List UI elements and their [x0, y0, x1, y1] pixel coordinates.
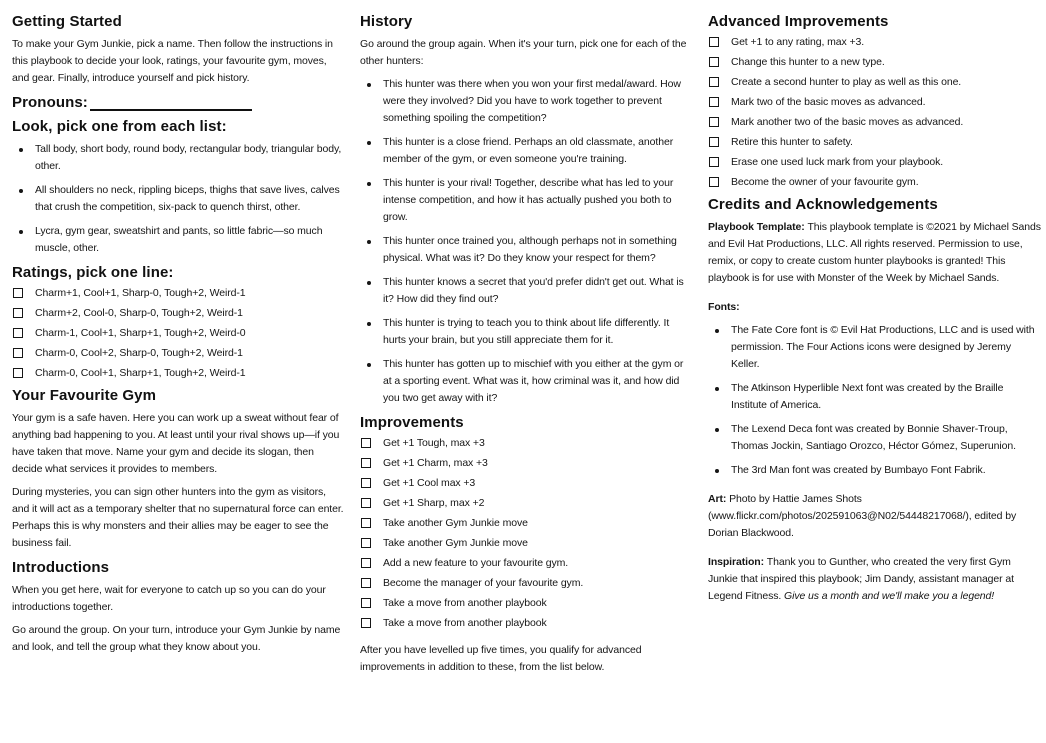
paragraph [12, 484, 345, 552]
section-heading: Ratings, pick one line: [12, 264, 174, 281]
checklist [708, 36, 1041, 189]
paragraph [360, 642, 693, 676]
bullet-item: This hunter once trained you, although perhaps not in something physical. What was it? Do they know your respect for them? [360, 233, 693, 267]
text-run: Go around the group. On your turn, introduce your Gym Junkie by name and look, and tell the group what they know about you. [12, 624, 341, 653]
checklist-item [708, 116, 1041, 129]
checklist-item-label: Get +1 Charm, max +3 [383, 457, 488, 469]
text-run: To make your Gym Junkie, pick a name. Then follow the instructions in this playbook to decide your look, ratings, your favourite gym, moves, and gear. Finally, introduce yourself and pick history. [12, 38, 333, 84]
paragraph [708, 219, 1041, 287]
checklist-item-label: Erase one used luck mark from your playbook. [731, 156, 944, 168]
checklist-item [708, 176, 1041, 189]
bullet-item: The Atkinson Hyperlible Next font was created by the Braille Institute of America. [708, 380, 1041, 414]
bold-label: Playbook Template: [708, 221, 808, 233]
checkbox-icon [13, 288, 23, 298]
checklist-item [360, 437, 693, 450]
checkbox-icon [709, 137, 719, 147]
checklist-item [12, 367, 345, 380]
paragraph [708, 299, 1041, 316]
checkbox-icon [13, 348, 23, 358]
checkbox-icon [13, 368, 23, 378]
paragraph [12, 410, 345, 478]
text-run: After you have levelled up five times, you qualify for advanced improvements in addition to these, from the list below. [360, 644, 642, 673]
checkbox-icon [709, 37, 719, 47]
column-middle [360, 12, 693, 743]
checklist-item [360, 617, 693, 630]
bullet-list [12, 141, 345, 257]
section-heading: Your Favourite Gym [12, 387, 157, 404]
checkbox-icon [13, 328, 23, 338]
checkbox-icon [709, 57, 719, 67]
bullet-item: This hunter is your rival! Together, describe what has led to your intense competition, and how it has actually pushed you both to grow. [360, 175, 693, 226]
paragraph [360, 36, 693, 70]
checklist-item [708, 96, 1041, 109]
bullet-item: This hunter was there when you won your first medal/award. How were they involved? Did you have to work together to prevent something spoiling the competition? [360, 76, 693, 127]
italic-text: Give us a month and we'll make you a legend! [784, 590, 995, 602]
bullet-item: The Fate Core font is © Evil Hat Productions, LLC and is used with permission. The Four Actions icons were designed by Jeremy Keller. [708, 322, 1041, 373]
section-heading: History [360, 13, 413, 30]
checklist-item-label: Get +1 Tough, max +3 [383, 437, 485, 449]
checklist-item [360, 457, 693, 470]
section-heading: Getting Started [12, 13, 122, 30]
section-heading: Advanced Improvements [708, 13, 889, 30]
checklist-item [708, 156, 1041, 169]
checklist-item [360, 537, 693, 550]
checklist-item-label: Mark two of the basic moves as advanced. [731, 96, 926, 108]
checklist-item-label: Retire this hunter to safety. [731, 136, 853, 148]
checkbox-icon [361, 438, 371, 448]
checkbox-icon [361, 538, 371, 548]
checklist-item [12, 327, 345, 340]
bullet-item: This hunter is trying to teach you to think about life differently. It hurts your brain, but you still appreciate them for it. [360, 315, 693, 349]
checklist-item [708, 136, 1041, 149]
checklist-item-label: Become the owner of your favourite gym. [731, 176, 919, 188]
checklist-item-label: Get +1 Cool max +3 [383, 477, 476, 489]
pronouns-label: Pronouns: [12, 94, 88, 111]
checklist-item-label: Take a move from another playbook [383, 597, 547, 609]
checklist-item [12, 347, 345, 360]
checkbox-icon [709, 77, 719, 87]
checklist-item [360, 597, 693, 610]
checklist-item-label: Take another Gym Junkie move [383, 537, 528, 549]
bold-label: Art: [708, 493, 730, 505]
checklist-item [708, 36, 1041, 49]
checklist-item-label: Charm-0, Cool+1, Sharp+1, Tough+2, Weird-1 [35, 367, 246, 379]
checkbox-icon [361, 578, 371, 588]
checklist-item-label: Change this hunter to a new type. [731, 56, 885, 68]
checkbox-icon [361, 558, 371, 568]
checklist-item [708, 76, 1041, 89]
checklist-item [12, 307, 345, 320]
text-run: This playbook template is ©2021 by Michael Sands and Evil Hat Productions, LLC. All rights reserved. Permission to use, remix, or copy to create custom hunter playbooks is granted! This playbook is for use with Monster of the Week by Michael Sands. [708, 221, 1041, 284]
pronouns-heading [12, 95, 345, 111]
checklist-item-label: Mark another two of the basic moves as advanced. [731, 116, 964, 128]
paragraph [12, 622, 345, 656]
paragraph [12, 36, 345, 87]
bullet-item: This hunter knows a secret that you'd prefer didn't get out. What is it? How did they find out? [360, 274, 693, 308]
checklist-item-label: Charm-0, Cool+2, Sharp-0, Tough+2, Weird-1 [35, 347, 243, 359]
checklist-item-label: Create a second hunter to play as well as this one. [731, 76, 962, 88]
checklist [360, 437, 693, 630]
bullet-item: The Lexend Deca font was created by Bonnie Shaver-Troup, Thomas Jockin, Santiago Orozco, Héctor Gómez, Superunion. [708, 421, 1041, 455]
bullet-item: All shoulders no neck, rippling biceps, thighs that save lives, calves that crush the competition, six-pack to quench thirst, other. [12, 182, 345, 216]
text-run: During mysteries, you can sign other hunters into the gym as visitors, and it will act as a temporary shelter that no supernatural force can enter. Perhaps this is why monsters and their allies may be eager to see the business fail. [12, 486, 344, 549]
paragraph [708, 554, 1041, 605]
bullet-item: This hunter is a close friend. Perhaps an old classmate, another member of the gym, or even someone you're training. [360, 134, 693, 168]
checklist-item-label: Take a move from another playbook [383, 617, 547, 629]
checklist-item [708, 56, 1041, 69]
checklist-item [360, 477, 693, 490]
checklist-item-label: Become the manager of your favourite gym. [383, 577, 584, 589]
checklist-item-label: Add a new feature to your favourite gym. [383, 557, 569, 569]
checklist-item-label: Charm-1, Cool+1, Sharp+1, Tough+2, Weird-0 [35, 327, 246, 339]
bold-label: Fonts: [708, 301, 740, 313]
text-run: When you get here, wait for everyone to catch up so you can do your introductions together. [12, 584, 326, 613]
checkbox-icon [709, 117, 719, 127]
section-heading: Look, pick one from each list: [12, 118, 227, 135]
checklist-item-label: Get +1 Sharp, max +2 [383, 497, 485, 509]
text-run: Your gym is a safe haven. Here you can work up a sweat without fear of anything bad happening to you. At least until your rival shows up—if you have taken that move. Name your gym and decide its slogan, then decide what services it provides to members. [12, 412, 340, 475]
checkbox-icon [361, 618, 371, 628]
checklist-item-label: Take another Gym Junkie move [383, 517, 528, 529]
paragraph [708, 491, 1041, 542]
checkbox-icon [13, 308, 23, 318]
bullet-list [360, 76, 693, 407]
bullet-item: The 3rd Man font was created by Bumbayo Font Fabrik. [708, 462, 1041, 479]
checkbox-icon [709, 177, 719, 187]
checklist-item [360, 577, 693, 590]
column-left [12, 12, 345, 743]
checklist-item [360, 557, 693, 570]
bullet-item: Lycra, gym gear, sweatshirt and pants, so little fabric—so much muscle, other. [12, 223, 345, 257]
section-heading: Improvements [360, 414, 464, 431]
text-run: Photo by Hattie James Shots (www.flickr.com/photos/202591063@N02/54448217068/), edited by Dorian Blackwood. [708, 493, 1017, 539]
checklist-item-label: Get +1 to any rating, max +3. [731, 36, 865, 48]
text-run: Go around the group again. When it's your turn, pick one for each of the other hunters: [360, 38, 687, 67]
checkbox-icon [709, 157, 719, 167]
checkbox-icon [361, 498, 371, 508]
checkbox-icon [361, 478, 371, 488]
section-heading: Introductions [12, 559, 110, 576]
checkbox-icon [361, 458, 371, 468]
checklist-item-label: Charm+1, Cool+1, Sharp-0, Tough+2, Weird-1 [35, 287, 246, 299]
column-right [708, 12, 1041, 743]
checkbox-icon [709, 97, 719, 107]
section-heading: Credits and Acknowledgements [708, 196, 938, 213]
bullet-item: This hunter has gotten up to mischief with you either at the gym or at a sporting event. What was it, how criminal was it, and how did you two get away with it? [360, 356, 693, 407]
bullet-item: Tall body, short body, round body, rectangular body, triangular body, other. [12, 141, 345, 175]
checkbox-icon [361, 518, 371, 528]
text-run: Thank you to Gunther, who created the very first Gym Junkie that inspired this playbook; Jim Dandy, assistant manager at Legend Fitness. [708, 556, 1014, 602]
paragraph [12, 582, 345, 616]
checkbox-icon [361, 598, 371, 608]
checklist-item [360, 497, 693, 510]
checklist-item-label: Charm+2, Cool-0, Sharp-0, Tough+2, Weird-1 [35, 307, 243, 319]
pronouns-blank-line [90, 96, 252, 111]
checklist-item [360, 517, 693, 530]
checklist [12, 287, 345, 380]
bullet-list [708, 322, 1041, 479]
bold-label: Inspiration: [708, 556, 767, 568]
checklist-item [12, 287, 345, 300]
